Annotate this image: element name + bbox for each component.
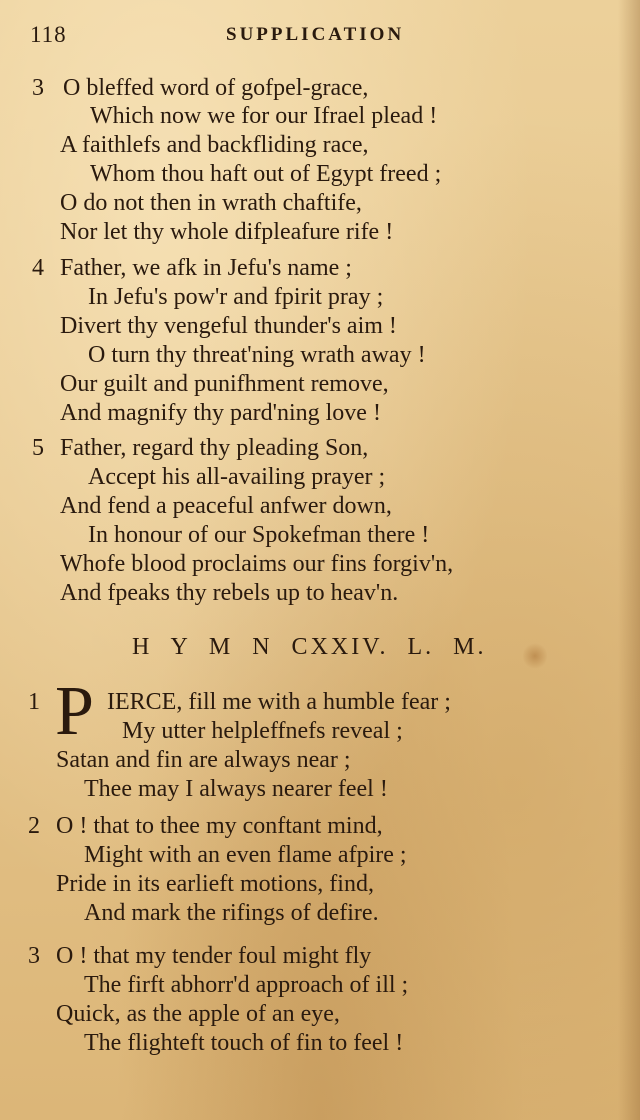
verse-line: Father, regard thy pleading Son, [60, 435, 369, 461]
verse-line: O ! that my tender foul might fly [56, 943, 372, 969]
verse-line: O do not then in wrath chaftife, [60, 190, 362, 216]
verse-line: A faithlefs and backfliding race, [60, 132, 369, 158]
verse-line: Might with an even flame afpire ; [84, 842, 407, 868]
verse-line: Nor let thy whole difpleafure rife ! [60, 219, 394, 245]
verse-number: 3 [32, 75, 44, 101]
page-number: 118 [30, 22, 67, 47]
verse-line: The firft abhorr'd approach of ill ; [84, 972, 409, 998]
verse-line: In honour of our Spokefman there ! [88, 522, 430, 548]
verse-number: 2 [28, 813, 40, 839]
verse-line: Satan and fin are always near ; [56, 747, 351, 773]
verse-line: Our guilt and punifhment remove, [60, 371, 389, 397]
verse-line: Quick, as the apple of an eye, [56, 1001, 340, 1027]
verse-line: Pride in its earlieft motions, find, [56, 871, 374, 897]
verse-number: 5 [32, 435, 44, 461]
verse-line: Divert thy vengeful thunder's aim ! [60, 313, 397, 339]
verse-line: And magnify thy pard'ning love ! [60, 400, 381, 426]
running-title: SUPPLICATION [226, 24, 405, 45]
verse-line: Which now we for our Ifrael plead ! [90, 103, 438, 129]
verse-line: Father, we afk in Jefu's name ; [60, 255, 352, 281]
page-header [0, 22, 640, 52]
verse-line: And mark the rifings of defire. [84, 900, 379, 926]
hymn-title: H Y M N CXXIV. L. M. [132, 634, 487, 660]
verse-line: O turn thy threat'ning wrath away ! [88, 342, 426, 368]
verse-line: Whom thou haft out of Egypt freed ; [90, 161, 442, 187]
verse-line: And fpeaks thy rebels up to heav'n. [60, 580, 399, 606]
page-edge-shadow [618, 0, 640, 1120]
verse-line: And fend a peaceful anfwer down, [60, 493, 392, 519]
drop-cap: P [55, 673, 94, 750]
verse-line: IERCE, fill me with a humble fear ; [107, 689, 451, 715]
paper-stain [523, 642, 547, 670]
verse-line: Thee may I always nearer feel ! [84, 776, 388, 802]
verse-line: Accept his all-availing prayer ; [88, 464, 386, 490]
verse-line: O bleffed word of gofpel-grace, [63, 75, 369, 101]
verse-line: O ! that to thee my conftant mind, [56, 813, 383, 839]
verse-line: Whofe blood proclaims our fins forgiv'n, [60, 551, 454, 577]
verse-line: My utter helpleffnefs reveal ; [122, 718, 403, 744]
verse-number: 4 [32, 255, 44, 281]
verse-line: The flighteft touch of fin to feel ! [84, 1030, 404, 1056]
verse-number: 1 [28, 689, 40, 715]
verse-line: In Jefu's pow'r and fpirit pray ; [88, 284, 384, 310]
verse-number: 3 [28, 943, 40, 969]
